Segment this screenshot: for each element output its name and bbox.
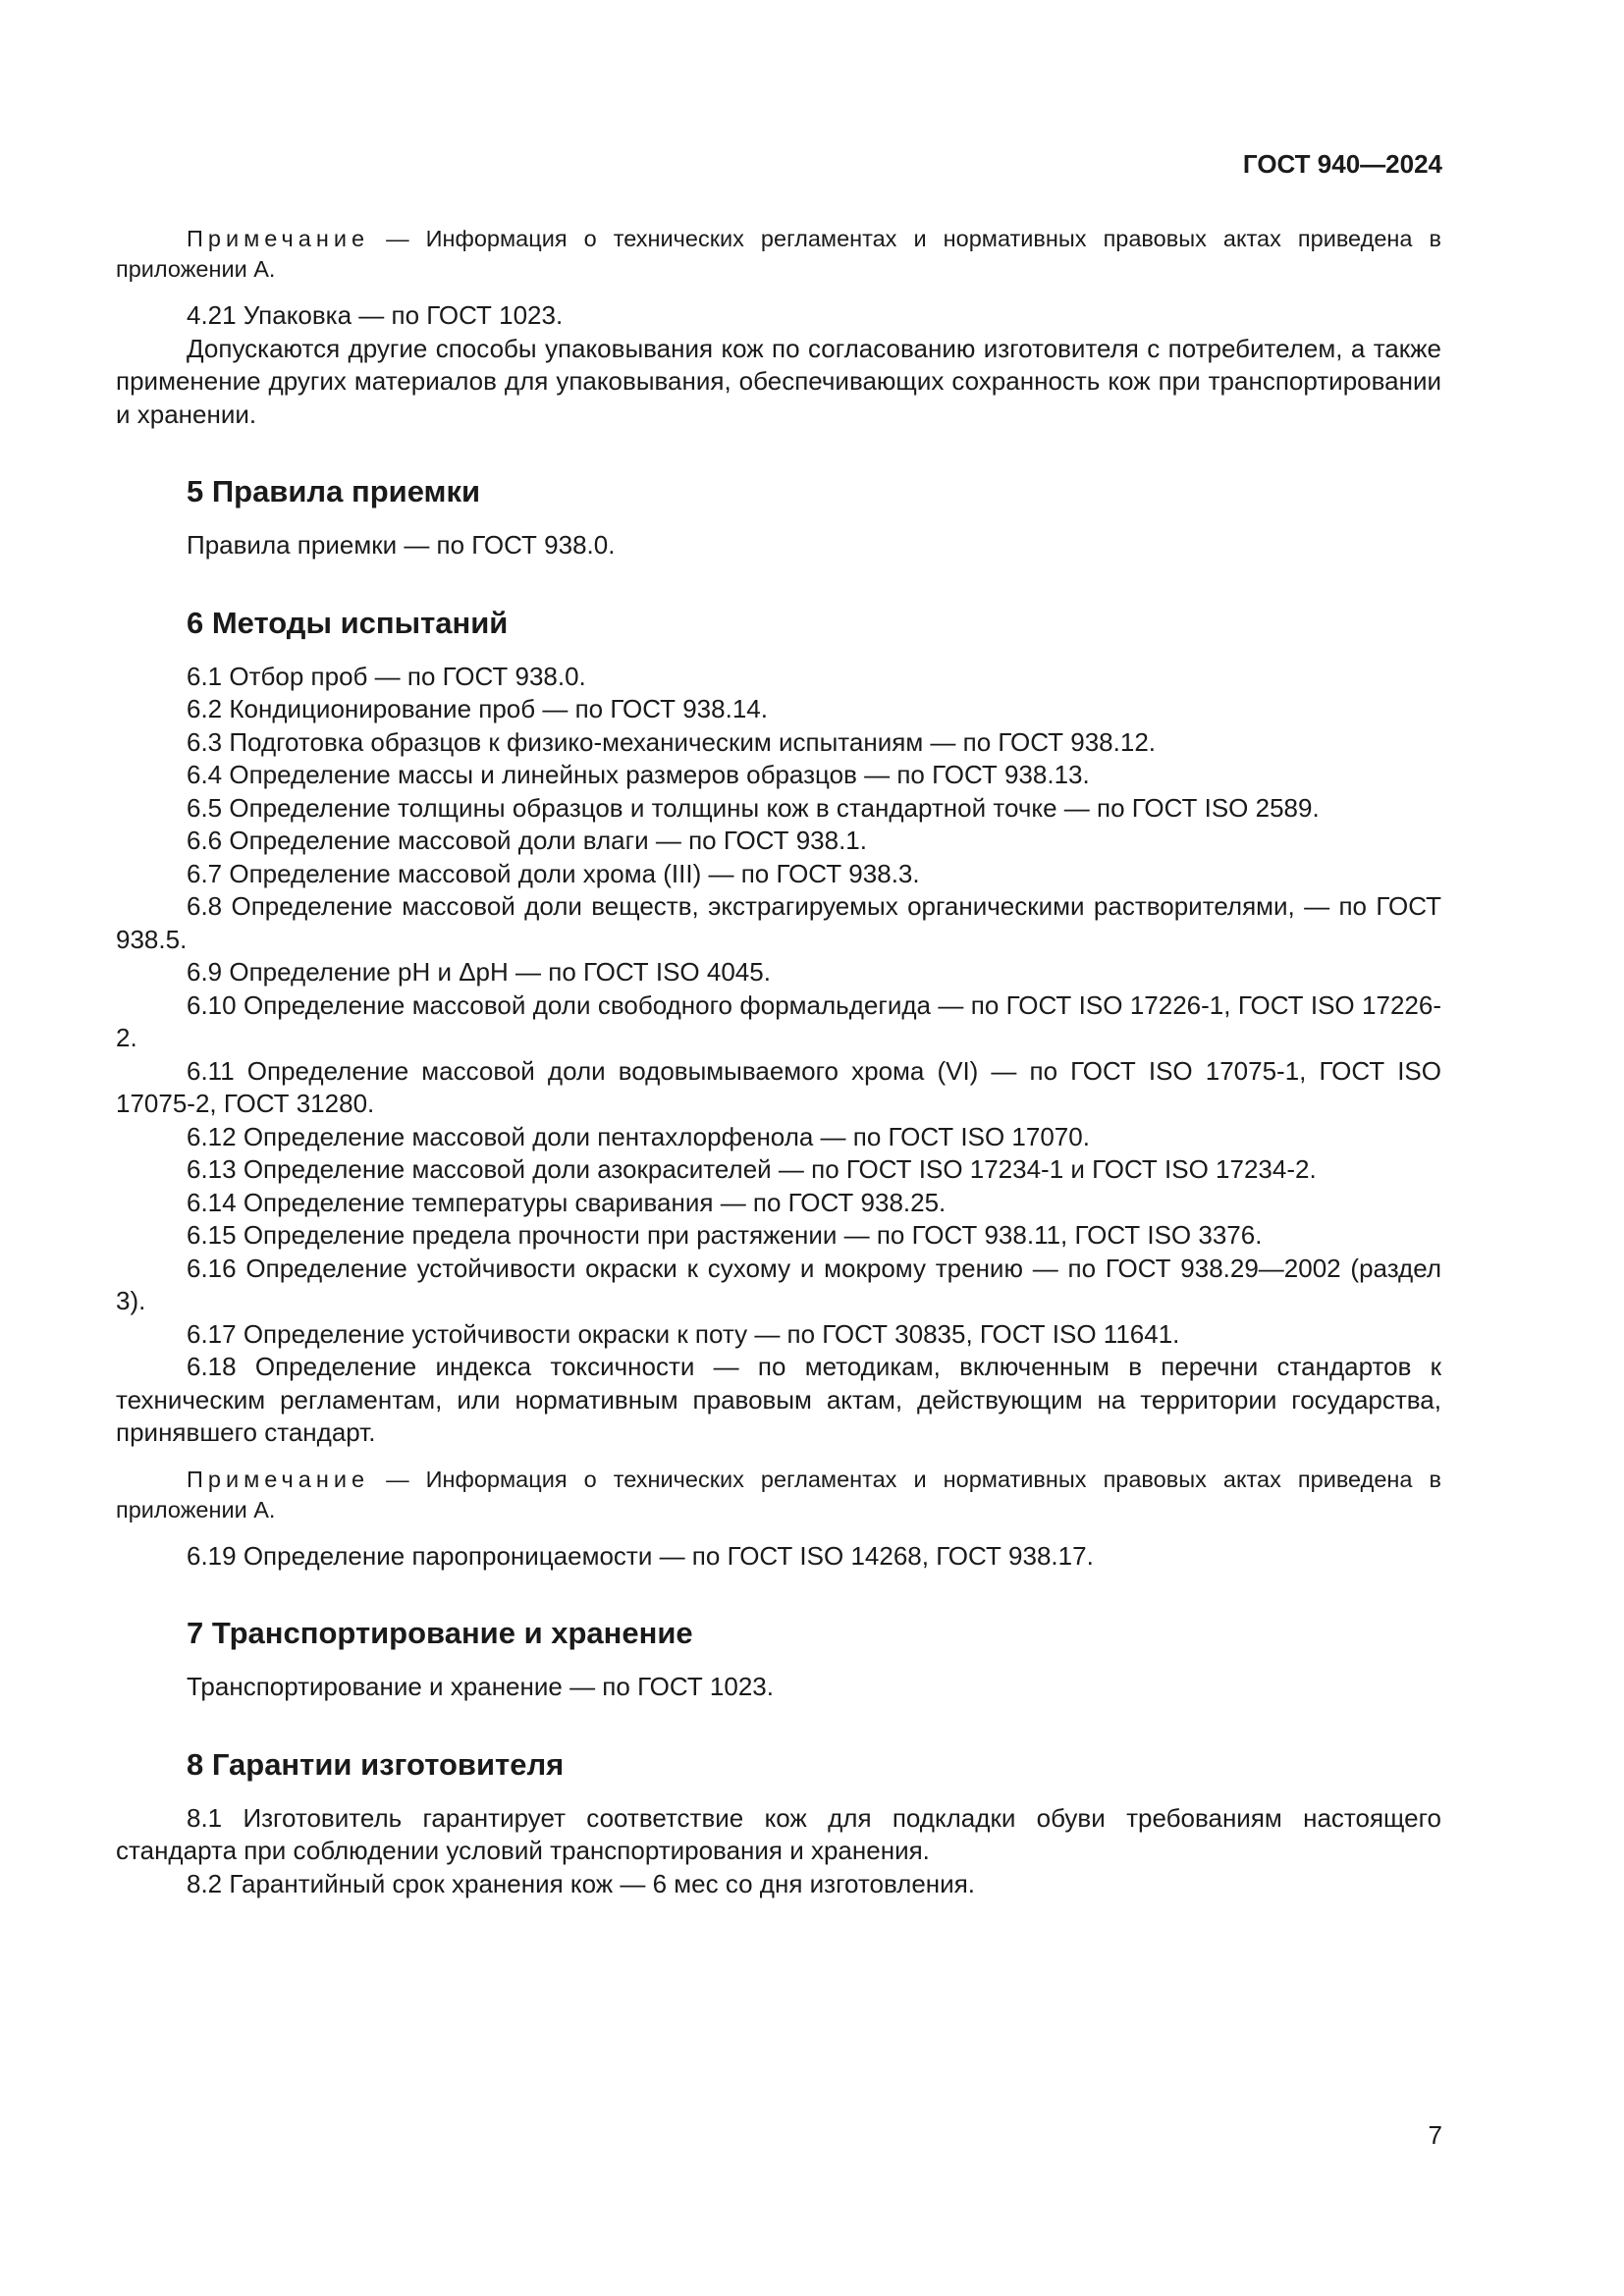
clause-6-10: 6.10 Определение массовой доли свободного формальдегида — по ГОСТ ISO 17226-1, ГОСТ ISO 17226-2. [116, 989, 1441, 1052]
clause-6-11: 6.11 Определение массовой доли водовымываемого хрома (VI) — по ГОСТ ISO 17075-1, ГОСТ ISO 17075-2, ГОСТ 31280. [116, 1055, 1441, 1118]
clause-4-21: 4.21 Упаковка — по ГОСТ 1023. [187, 300, 564, 330]
section-7-title: 7 Транспортирование и хранение [187, 1616, 693, 1650]
note-paragraph [116, 224, 1441, 285]
clause-6-16: 6.16 Определение устойчивости окраски к сухому и мокрому трению — по ГОСТ 938.29—2002 (раздел 3). [116, 1253, 1441, 1315]
note-paragraph [116, 1465, 1441, 1525]
section-5-title: 5 Правила приемки [187, 474, 481, 508]
clause-6-12: 6.12 Определение массовой доли пентахлорфенола — по ГОСТ ISO 17070. [187, 1121, 1090, 1151]
clause-6-15: 6.15 Определение предела прочности при растяжении — по ГОСТ 938.11, ГОСТ ISO 3376. [187, 1220, 1263, 1250]
clause-6-8: 6.8 Определение массовой доли веществ, экстрагируемых органическими растворителями, — по ГОСТ 938.5. [116, 891, 1441, 954]
clause-8-2: 8.2 Гарантийный срок хранения кож — 6 мес со дня изготовления. [187, 1868, 975, 1898]
section-5-text: Правила приемки — по ГОСТ 938.0. [187, 530, 616, 560]
clause-6-7: 6.7 Определение массовой доли хрома (III) — по ГОСТ 938.3. [187, 858, 920, 888]
document-body [116, 224, 1441, 1900]
clause-6-5: 6.5 Определение толщины образцов и толщины кож в стандартной точке — по ГОСТ ISO 2589. [187, 792, 1320, 823]
clause-6-17: 6.17 Определение устойчивости окраски к поту — по ГОСТ 30835, ГОСТ ISO 11641. [187, 1318, 1180, 1349]
page-number: 7 [1428, 2120, 1442, 2150]
clause-6-2: 6.2 Кондиционирование проб — по ГОСТ 938.14. [187, 694, 768, 723]
clause-6-6: 6.6 Определение массовой доли влаги — по ГОСТ 938.1. [187, 826, 867, 855]
clause-6-18: 6.18 Определение индекса токсичности — по методикам, включенным в перечни стандартов к техническим регламентам, или нормативным правовым актам, действующим на территории государства, принявшего стандарт. [116, 1352, 1441, 1447]
section-8-title: 8 Гарантии изготовителя [187, 1746, 565, 1782]
clause-6-1: 6.1 Отбор проб — по ГОСТ 938.0. [187, 661, 586, 691]
document-header: ГОСТ 940—2024 [1242, 149, 1442, 179]
clause-8-1: 8.1 Изготовитель гарантирует соответствие кож для подкладки обуви требованиям настоящего стандарта при соблюдении условий транспортирования и хранения. [116, 1802, 1441, 1865]
clause-6-14: 6.14 Определение температуры сваривания — по ГОСТ 938.25. [187, 1187, 947, 1217]
clause-4-21-extra: Допускаются другие способы упаковывания кож по согласованию изготовителя с потребителем, а также применение других материалов для упаковывания, обеспечивающих сохранность кож при транспортировании и хранении. [116, 333, 1441, 429]
note-label: Примечание [187, 226, 370, 251]
section-7-text: Транспортирование и хранение — по ГОСТ 1023. [187, 1672, 774, 1701]
clause-6-19: 6.19 Определение паропроницаемости — по ГОСТ ISO 14268, ГОСТ 938.17. [187, 1540, 1094, 1571]
clause-6-13: 6.13 Определение массовой доли азокрасителей — по ГОСТ ISO 17234-1 и ГОСТ ISO 17234-2. [187, 1154, 1317, 1184]
clause-6-4: 6.4 Определение массы и линейных размеров образцов — по ГОСТ 938.13. [187, 760, 1090, 789]
section-6-title: 6 Методы испытаний [187, 605, 509, 640]
note-label: Примечание [187, 1466, 370, 1492]
clause-6-3: 6.3 Подготовка образцов к физико-механическим испытаниям — по ГОСТ 938.12. [187, 726, 1157, 757]
note-text: — Информация о технических регламентах и нормативных правовых актах приведена в приложении А. [116, 226, 1441, 282]
note-text: — Информация о технических регламентах и нормативных правовых актах приведена в приложении А. [116, 1466, 1441, 1522]
clause-6-9: 6.9 Определение pH и ΔpH — по ГОСТ ISO 4045. [187, 957, 771, 987]
